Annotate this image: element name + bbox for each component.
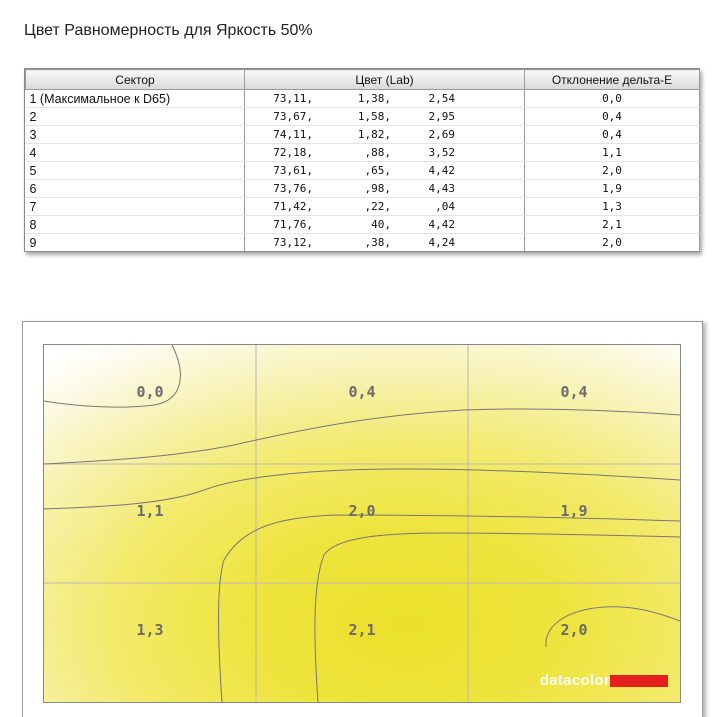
delta-e-cell: 1,1: [525, 144, 700, 162]
lab-cell: [245, 108, 525, 126]
lab-l-value: 72,18,: [273, 146, 313, 159]
lab-a-value: 1,58,: [357, 110, 391, 123]
lab-l-value: 73,11,: [273, 92, 313, 105]
lab-a-value: ,88,: [364, 146, 391, 159]
lab-a-value: 40,: [371, 218, 391, 231]
sector-2-delta-e: 0,4: [348, 383, 376, 401]
lab-l-value: 71,42,: [273, 200, 313, 213]
table-row: [26, 198, 700, 216]
lab-l-value: 73,76,: [273, 182, 313, 195]
lab-a-value: 1,82,: [357, 128, 391, 141]
logo-red-bar-icon: [610, 675, 668, 687]
sector-cell: 5: [26, 162, 245, 180]
header-color-lab: Цвет (Lab): [245, 70, 525, 90]
lab-cell: [245, 126, 525, 144]
lab-l-value: 73,12,: [273, 236, 313, 249]
lab-a-value: ,98,: [364, 182, 391, 195]
delta-e-cell: 1,9: [525, 180, 700, 198]
sector-cell: 2: [26, 108, 245, 126]
datacolor-logo: [540, 672, 668, 690]
lab-a-value: 1,38,: [357, 92, 391, 105]
delta-e-cell: 2,0: [525, 234, 700, 252]
sector-cell: 7: [26, 198, 245, 216]
lab-b-value: 2,54: [428, 92, 455, 105]
sector-3-delta-e: 0,4: [560, 383, 588, 401]
lab-cell: [245, 180, 525, 198]
table-header-row: [26, 70, 700, 90]
lab-b-value: 3,52: [428, 146, 455, 159]
lab-b-value: 4,43: [428, 182, 455, 195]
uniformity-table: [24, 68, 700, 252]
lab-l-value: 71,76,: [273, 218, 313, 231]
table-row: [26, 234, 700, 252]
sector-4-delta-e: 1,1: [136, 502, 164, 520]
header-delta-e: Отклонение дельта-E: [525, 70, 700, 90]
lab-l-value: 73,67,: [273, 110, 313, 123]
lab-cell: [245, 198, 525, 216]
sector-cell: 9: [26, 234, 245, 252]
lab-cell: [245, 162, 525, 180]
table-row: [26, 162, 700, 180]
delta-e-cell: 0,0: [525, 90, 700, 108]
lab-b-value: 2,95: [428, 110, 455, 123]
sector-5-delta-e: 2,0: [348, 502, 376, 520]
logo-text: datacolor: [539, 672, 610, 689]
lab-cell: [245, 216, 525, 234]
sector-8-delta-e: 2,1: [348, 621, 376, 639]
lab-a-value: ,65,: [364, 164, 391, 177]
lab-b-value: 2,69: [428, 128, 455, 141]
uniformity-chart-frame: [22, 321, 703, 717]
delta-e-cell: 2,1: [525, 216, 700, 234]
lab-b-value: 4,42: [428, 164, 455, 177]
lab-l-value: 74,11,: [273, 128, 313, 141]
lab-cell: [245, 144, 525, 162]
sector-cell: 8: [26, 216, 245, 234]
sector-9-delta-e: 2,0: [560, 621, 588, 639]
lab-a-value: ,22,: [364, 200, 391, 213]
table-row: [26, 180, 700, 198]
lab-b-value: 4,42: [428, 218, 455, 231]
uniformity-heatmap: [43, 344, 681, 703]
sector-1-delta-e: 0,0: [136, 383, 164, 401]
sector-7-delta-e: 1,3: [136, 621, 164, 639]
sector-cell: 4: [26, 144, 245, 162]
page-title: Цвет Равномерность для Яркость 50%: [24, 22, 313, 39]
lab-b-value: 4,24: [428, 236, 455, 249]
lab-b-value: ,04: [435, 200, 455, 213]
delta-e-cell: 1,3: [525, 198, 700, 216]
table-row: [26, 144, 700, 162]
lab-cell: [245, 234, 525, 252]
delta-e-cell: 2,0: [525, 162, 700, 180]
sector-cell: 1 (Максимальное к D65): [26, 90, 245, 108]
table-row: [26, 90, 700, 108]
header-sector: Сектор: [26, 70, 245, 90]
table-row: [26, 216, 700, 234]
table-row: [26, 108, 700, 126]
sector-6-delta-e: 1,9: [560, 502, 588, 520]
delta-e-cell: 0,4: [525, 108, 700, 126]
lab-cell: [245, 90, 525, 108]
sector-cell: 6: [26, 180, 245, 198]
delta-e-cell: 0,4: [525, 126, 700, 144]
table-row: [26, 126, 700, 144]
lab-l-value: 73,61,: [273, 164, 313, 177]
sector-cell: 3: [26, 126, 245, 144]
lab-a-value: ,38,: [364, 236, 391, 249]
